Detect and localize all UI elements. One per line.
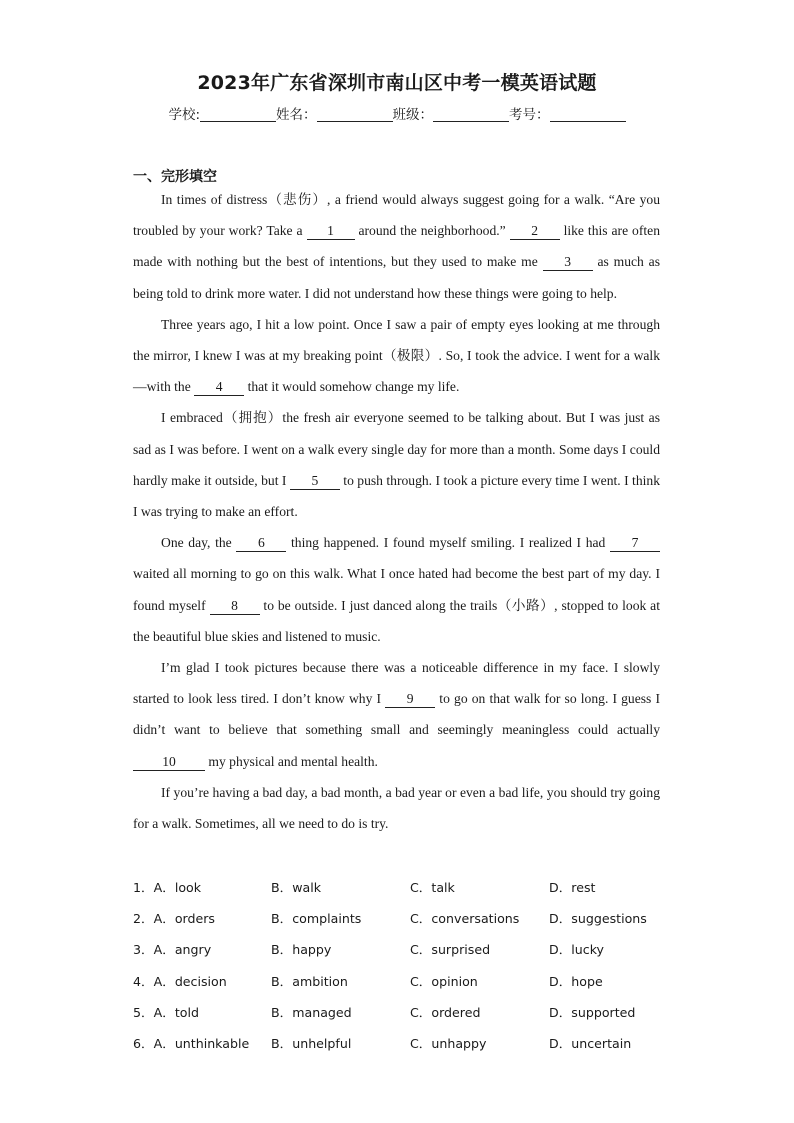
option-cell-a <box>133 1033 271 1052</box>
exam-number-label: 考号： <box>509 107 550 123</box>
option-a[interactable]: A．orders <box>153 911 215 927</box>
question-number: 5． <box>133 1004 154 1020</box>
question-number: 3． <box>133 942 154 958</box>
paragraph-text: to push through. I took a picture every time I went. I think I was trying to make an effort. <box>133 472 660 520</box>
paragraph-text: I embraced（拥抱）the fresh air everyone seemed to be talking about. But I was just as sad as I was before. I went on a walk every single day for more than a month. Some days I could hardly make it outside, but I <box>133 410 660 488</box>
option-b[interactable]: B．happy <box>271 942 332 958</box>
option-b[interactable]: B．managed <box>271 1004 352 1020</box>
section-title: 一、完形填空 <box>133 169 217 185</box>
option-row <box>133 902 673 933</box>
option-c[interactable]: C．surprised <box>410 942 491 958</box>
option-cell-a <box>133 971 271 990</box>
option-a[interactable]: A．unthinkable <box>153 1036 250 1052</box>
blank-5[interactable]: 5 <box>290 473 340 490</box>
paragraph-text: to be outside. I just danced along the trails（小路）, stopped to look at the beautiful blue skies and listened to music. <box>133 597 660 644</box>
class-label: 班级： <box>392 107 434 123</box>
cloze-passage <box>133 184 660 839</box>
paragraph-text: as much as being told to drink more water. I did not understand how these things were going to help. <box>133 254 660 301</box>
paragraph-text: I’m glad I took pictures because there was a noticeable difference in my face. I slowly started to look less tired. I don’t know why I <box>133 660 660 707</box>
option-d[interactable]: D．rest <box>549 880 596 896</box>
paragraph <box>133 402 660 527</box>
paragraph <box>133 527 660 652</box>
paragraph-text: thing happened. I found myself smiling. I realized I had <box>286 535 610 551</box>
exam-number-blank[interactable] <box>550 107 626 122</box>
option-row <box>133 1027 673 1058</box>
blank-7[interactable]: 7 <box>610 535 660 552</box>
blank-8[interactable]: 8 <box>210 598 260 615</box>
option-c[interactable]: C．talk <box>410 880 455 896</box>
paragraph <box>133 652 660 777</box>
option-a[interactable]: A．angry <box>153 942 212 958</box>
name-label: 姓名： <box>276 107 317 123</box>
question-number: 4． <box>133 973 154 989</box>
option-row <box>133 996 673 1027</box>
option-cell-a <box>133 877 271 896</box>
paragraph-text: around the neighborhood.” <box>354 223 510 239</box>
blank-6[interactable]: 6 <box>236 535 286 552</box>
paragraph-text: Three years ago, I hit a low point. Once I saw a pair of empty eyes looking at me through the mirror, I knew I was at my breaking point（极限）. So, I took the advice. I went for a walk—with the <box>133 316 660 395</box>
class-blank[interactable] <box>433 107 509 122</box>
option-c[interactable]: C．ordered <box>410 1004 481 1020</box>
question-number: 6． <box>133 1036 154 1052</box>
blank-1[interactable]: 1 <box>307 223 355 240</box>
option-cell-a <box>133 1002 271 1021</box>
school-blank[interactable] <box>200 107 276 122</box>
option-cell-a <box>133 939 271 958</box>
paragraph <box>133 309 660 403</box>
option-d[interactable]: D．suggestions <box>549 911 647 927</box>
option-b[interactable]: B．unhelpful <box>271 1036 352 1052</box>
option-d[interactable]: D．uncertain <box>549 1036 632 1052</box>
page-title: 2023年广东省深圳市南山区中考一模英语试题 <box>197 72 597 94</box>
paragraph <box>133 777 660 839</box>
blank-9[interactable]: 9 <box>385 691 435 708</box>
option-d[interactable]: D．lucky <box>549 942 604 958</box>
paragraph-text: In times of distress（悲伤）, a friend would always suggest going for a walk. “Are you troubled by your work? Take a <box>133 192 660 239</box>
paragraph-text: that it would somehow change my life. <box>244 379 460 395</box>
blank-2[interactable]: 2 <box>510 223 560 240</box>
blank-10[interactable]: 10 <box>133 754 205 771</box>
option-c[interactable]: C．opinion <box>410 973 478 989</box>
paragraph-text: waited all morning to go on this walk. What I once hated had become the best part of my day. I found myself <box>133 566 660 613</box>
student-info-line <box>0 103 794 123</box>
answer-options <box>133 871 673 1058</box>
paragraph-text: my physical and mental health. <box>205 753 378 769</box>
school-label: 学校: <box>168 107 201 123</box>
option-a[interactable]: A．told <box>153 1004 199 1020</box>
option-row <box>133 933 673 964</box>
option-b[interactable]: B．walk <box>271 880 322 896</box>
option-b[interactable]: B．complaints <box>271 911 362 927</box>
blank-3[interactable]: 3 <box>543 254 593 271</box>
paragraph-text: like this are often made with nothing but the best of intentions, but they used to make me <box>133 223 660 270</box>
paragraph-text: to go on that walk for so long. I guess I didn’t want to believe that something small and seemingly meaningless could actually <box>133 691 661 738</box>
option-c[interactable]: C．unhappy <box>410 1036 487 1052</box>
paragraph-text: One day, the <box>161 535 237 551</box>
question-number: 2． <box>133 911 154 927</box>
option-cell-a <box>133 908 271 927</box>
option-a[interactable]: A．decision <box>153 973 227 989</box>
name-blank[interactable] <box>317 107 393 122</box>
option-a[interactable]: A．look <box>153 880 202 896</box>
paragraph <box>133 184 660 309</box>
option-c[interactable]: C．conversations <box>410 911 520 927</box>
option-row <box>133 965 673 996</box>
option-d[interactable]: D．supported <box>549 1004 636 1020</box>
question-number: 1． <box>133 880 154 896</box>
blank-4[interactable]: 4 <box>194 379 244 396</box>
paragraph-text: If you’re having a bad day, a bad month, a bad year or even a bad life, you should try going for a walk. Sometimes, all we need to do is try. <box>133 784 660 832</box>
option-b[interactable]: B．ambition <box>271 973 348 989</box>
option-row <box>133 871 673 902</box>
option-d[interactable]: D．hope <box>549 973 603 989</box>
